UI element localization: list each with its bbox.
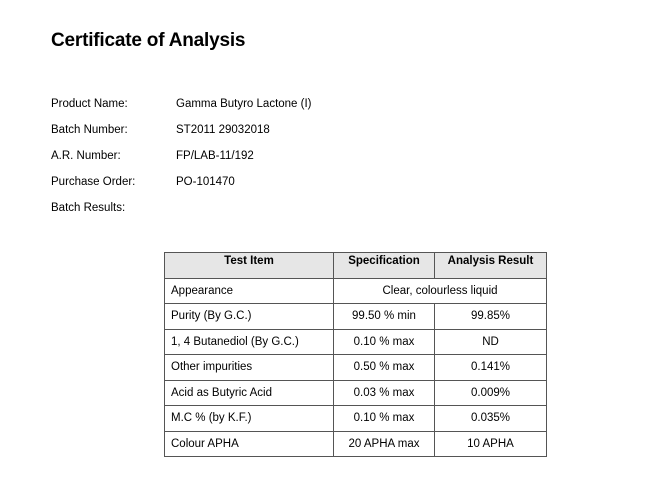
cell-test-item: Colour APHA <box>165 431 334 457</box>
product-name-field <box>51 96 312 112</box>
header-test-item: Test Item <box>165 253 334 279</box>
ar-number-value: FP/LAB-11/192 <box>176 150 254 162</box>
cell-specification: 0.03 % max <box>334 380 435 406</box>
batch-number-label: Batch Number: <box>51 124 128 136</box>
cell-specification: 0.10 % max <box>334 329 435 355</box>
cell-analysis-result: 0.141% <box>435 355 547 381</box>
header-specification: Specification <box>334 253 435 279</box>
table-row <box>165 304 547 330</box>
cell-analysis-result: 0.035% <box>435 406 547 432</box>
table-row <box>165 431 547 457</box>
cell-analysis-result: 10 APHA <box>435 431 547 457</box>
batch-results-table <box>164 252 547 457</box>
product-name-label: Product Name: <box>51 98 128 110</box>
cell-specification: 0.50 % max <box>334 355 435 381</box>
product-name-value: Gamma Butyro Lactone (I) <box>176 98 312 110</box>
ar-number-field <box>51 148 254 164</box>
cell-test-item: M.C % (by K.F.) <box>165 406 334 432</box>
ar-number-label: A.R. Number: <box>51 150 121 162</box>
table-row <box>165 406 547 432</box>
table-row-appearance <box>165 278 547 304</box>
cell-test-item: 1, 4 Butanediol (By G.C.) <box>165 329 334 355</box>
cell-analysis-result: ND <box>435 329 547 355</box>
cell-appearance-merged: Clear, colourless liquid <box>334 278 547 304</box>
cell-appearance-item: Appearance <box>165 278 334 304</box>
purchase-order-field <box>51 174 235 190</box>
cell-specification: 0.10 % max <box>334 406 435 432</box>
table-header-row <box>165 253 547 279</box>
cell-test-item: Purity (By G.C.) <box>165 304 334 330</box>
table-row <box>165 380 547 406</box>
cell-test-item: Other impurities <box>165 355 334 381</box>
cell-test-item: Acid as Butyric Acid <box>165 380 334 406</box>
cell-analysis-result: 0.009% <box>435 380 547 406</box>
purchase-order-value: PO-101470 <box>176 176 235 188</box>
batch-results-label: Batch Results: <box>51 202 126 214</box>
document-title: Certificate of Analysis <box>51 30 246 51</box>
header-analysis-result: Analysis Result <box>435 253 547 279</box>
purchase-order-label: Purchase Order: <box>51 176 136 188</box>
batch-number-field <box>51 122 270 138</box>
batch-results-field <box>51 200 176 216</box>
table-row <box>165 355 547 381</box>
cell-analysis-result: 99.85% <box>435 304 547 330</box>
cell-specification: 99.50 % min <box>334 304 435 330</box>
table-row <box>165 329 547 355</box>
cell-specification: 20 APHA max <box>334 431 435 457</box>
batch-number-value: ST2011 29032018 <box>176 124 270 136</box>
